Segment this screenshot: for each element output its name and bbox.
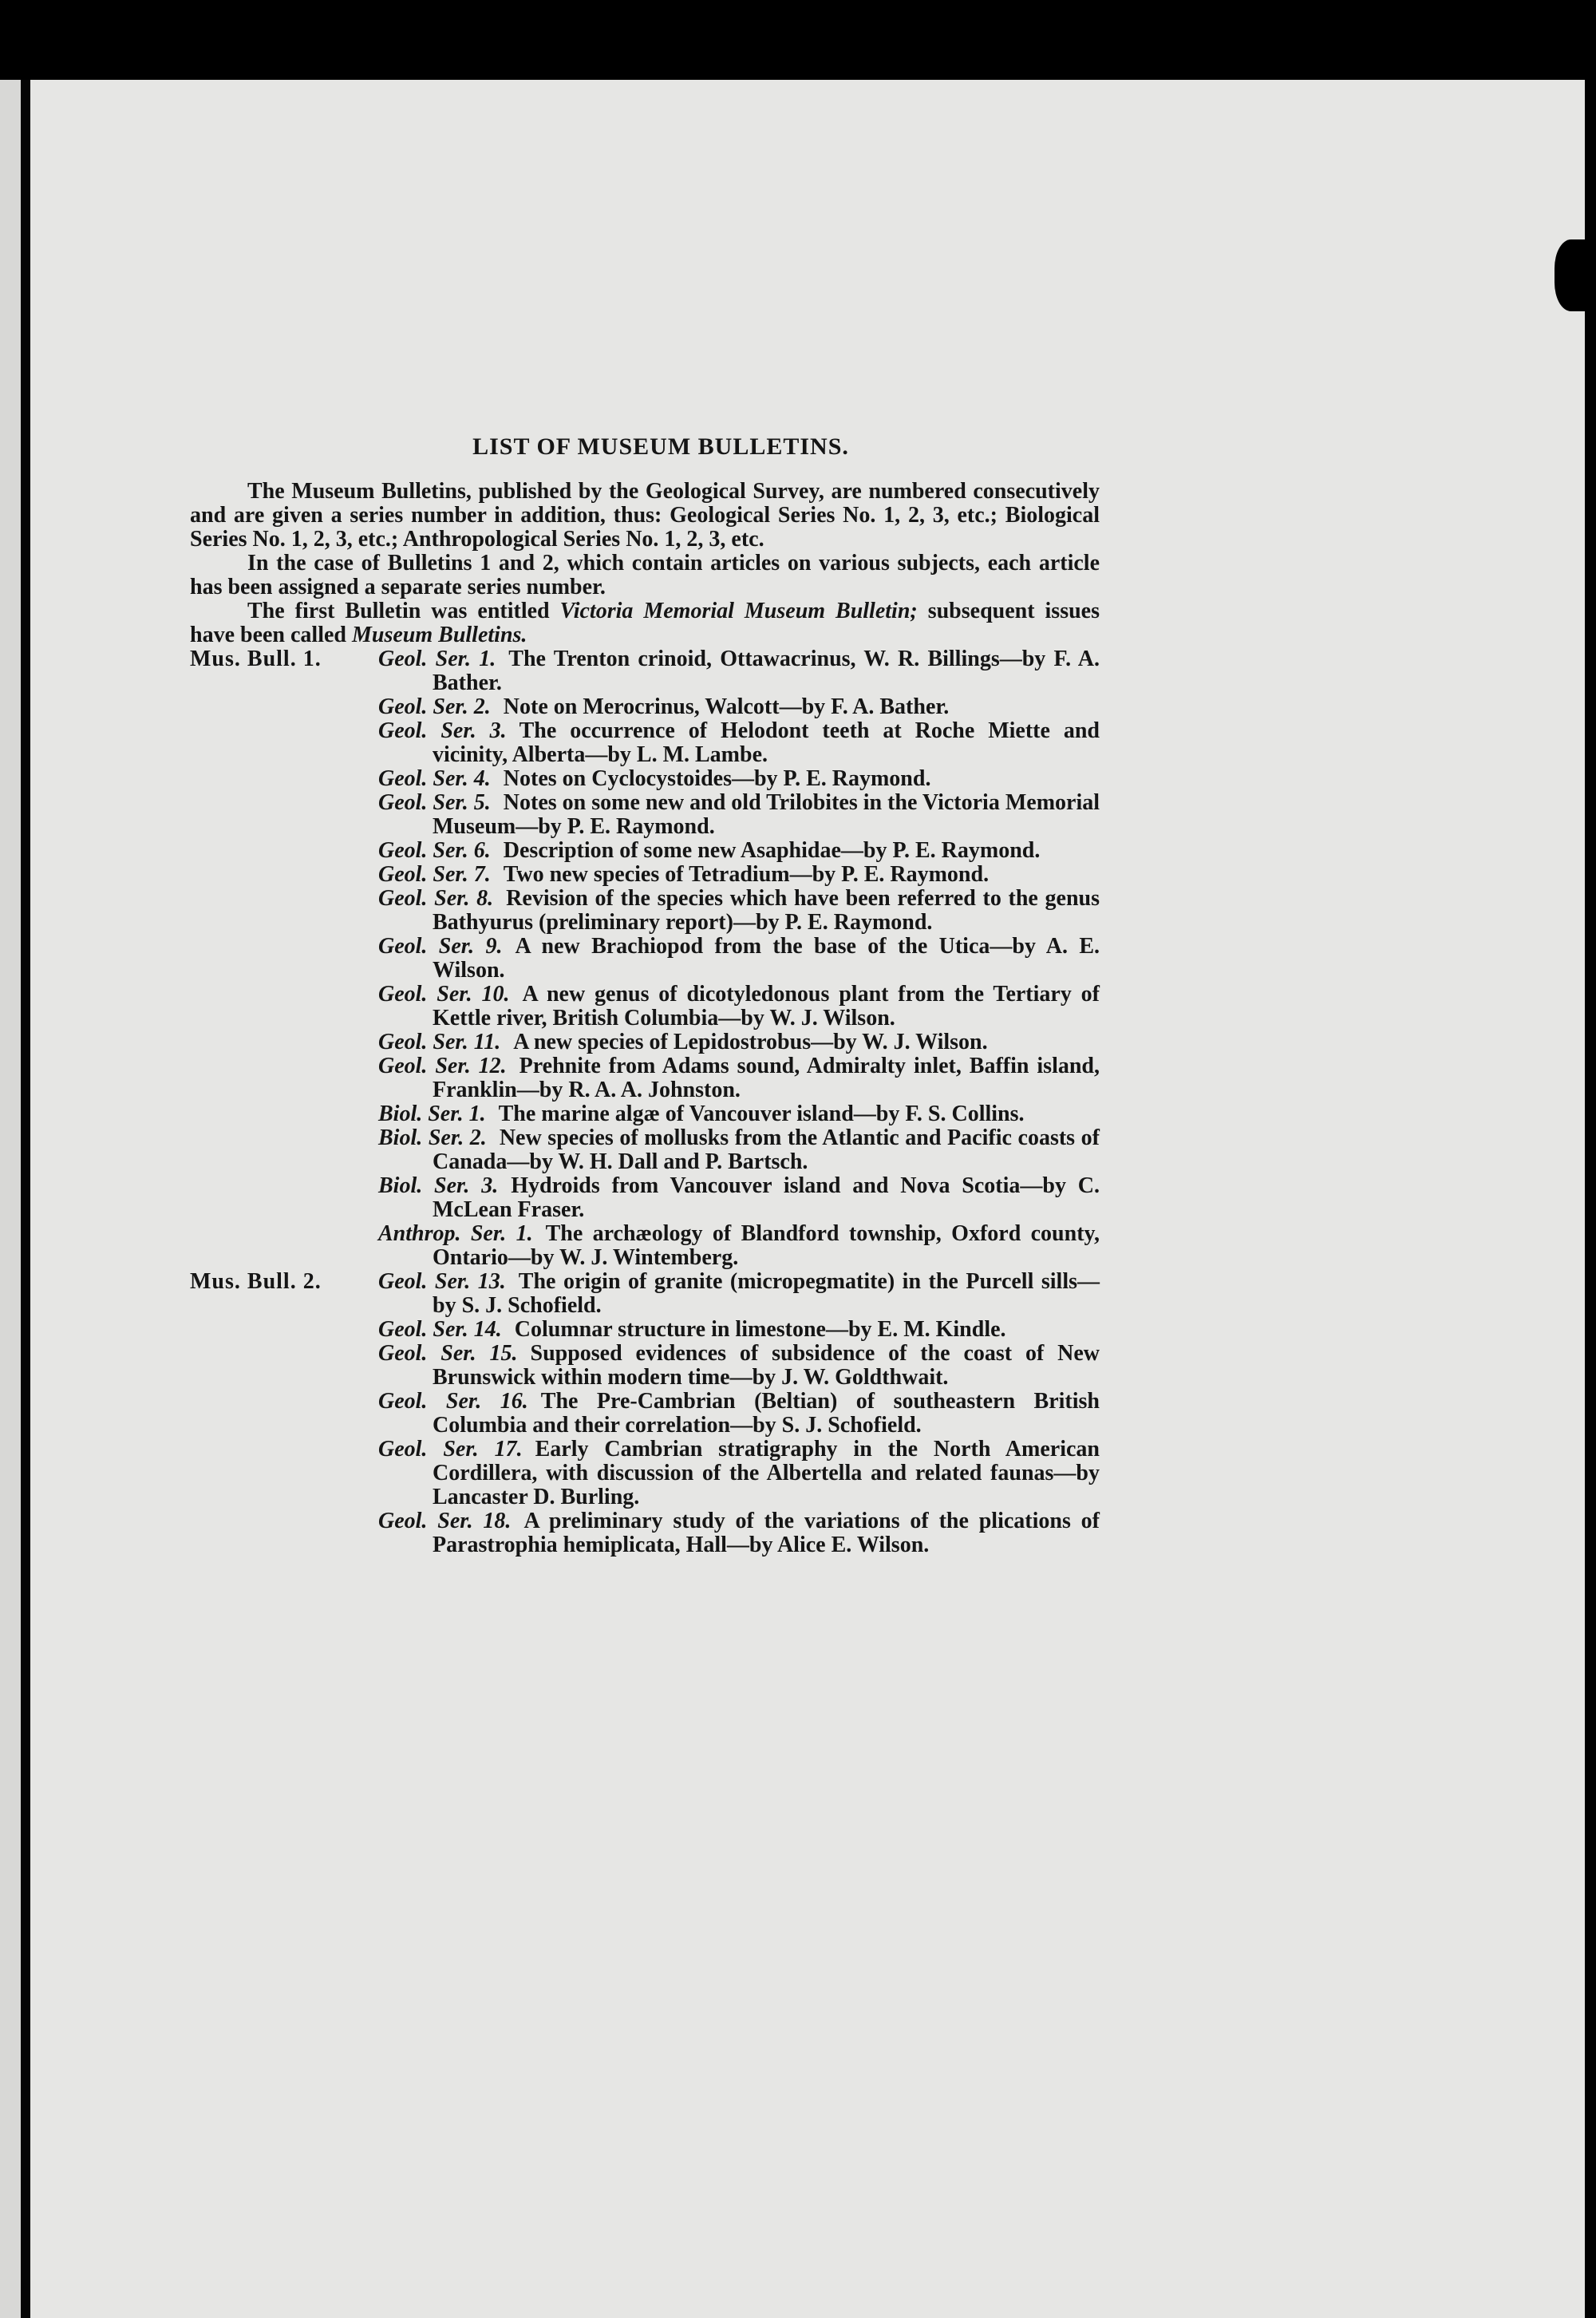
series-number: Geol. Ser. 12. bbox=[378, 1054, 507, 1078]
series-number: Geol. Ser. 17. bbox=[378, 1437, 523, 1462]
list-item bbox=[190, 863, 1100, 887]
series-number: Geol. Ser. 4. bbox=[378, 766, 491, 791]
series-number: Geol. Ser. 5. bbox=[378, 790, 491, 815]
series-number: Geol. Ser. 10. bbox=[378, 982, 510, 1007]
entry-text: The archæology of Blandford township, Oxford county, Ontario—by W. J. Wintemberg. bbox=[433, 1221, 1100, 1270]
entry-text: Early Cambrian stratigraphy in the North American Cordillera, with discussion of the Albertella and related faunas—by Lancaster D. Burling. bbox=[433, 1437, 1100, 1509]
entry-text: Notes on some new and old Trilobites in the Victoria Memorial Museum—by P. E. Raymond. bbox=[433, 790, 1100, 839]
entry-text: A preliminary study of the variations of the plications of Parastrophia hemiplicata, Hall—by Alice E. Wilson. bbox=[433, 1509, 1100, 1557]
entry-text: Description of some new Asaphidae—by P. E. Raymond. bbox=[503, 838, 1041, 863]
series-number: Geol. Ser. 18. bbox=[378, 1509, 512, 1533]
series-number: Geol. Ser. 1. bbox=[378, 647, 496, 671]
entry-body bbox=[378, 791, 1100, 839]
series-number: Geol. Ser. 3. bbox=[378, 718, 507, 743]
intro-paragraph-2: In the case of Bulletins 1 and 2, which contain articles on various subjects, each article has been assigned a separate series number. bbox=[190, 551, 1100, 599]
series-number: Geol. Ser. 6. bbox=[378, 838, 491, 863]
entry-text: Revision of the species which have been referred to the genus Bathyurus (preliminary report)—by P. E. Raymond. bbox=[433, 886, 1100, 935]
list-item bbox=[190, 887, 1100, 935]
entry-text: Hydroids from Vancouver island and Nova Scotia—by C. McLean Fraser. bbox=[433, 1173, 1100, 1222]
intro-3-text-a: The first Bulletin was entitled bbox=[247, 599, 560, 623]
adjacent-page-edge bbox=[0, 80, 21, 2318]
entry-text: New species of mollusks from the Atlantic and Pacific coasts of Canada—by W. H. Dall and P. Bartsch. bbox=[433, 1125, 1100, 1174]
series-number: Geol. Ser. 16. bbox=[378, 1389, 528, 1414]
entry-body bbox=[378, 1390, 1100, 1438]
intro-3-title-a: Victoria Memorial Museum Bulletin; bbox=[559, 599, 918, 623]
entry-body bbox=[378, 695, 1100, 719]
list-item bbox=[190, 1342, 1100, 1390]
entry-text: Two new species of Tetradium—by P. E. Raymond. bbox=[503, 862, 990, 887]
entry-body bbox=[378, 1054, 1100, 1102]
entry-body bbox=[378, 1102, 1100, 1126]
intro-paragraph-3 bbox=[190, 599, 1100, 647]
list-item bbox=[190, 1054, 1100, 1102]
series-number: Geol. Ser. 8. bbox=[378, 886, 494, 911]
series-number: Geol. Ser. 9. bbox=[378, 934, 503, 959]
entry-text: A new species of Lepidostrobus—by W. J. Wilson. bbox=[513, 1030, 988, 1054]
entry-text: The Trenton crinoid, Ottawacrinus, W. R. Billings—by F. A. Bather. bbox=[433, 647, 1100, 695]
series-number: Biol. Ser. 1. bbox=[378, 1102, 486, 1126]
entry-body bbox=[378, 887, 1100, 935]
entry-body bbox=[378, 1126, 1100, 1174]
intro-paragraph-1: The Museum Bulletins, published by the Geological Survey, are numbered consecutively and are given a series number in addition, thus: Geological Series No. 1, 2, 3, etc.; Biological Series No. 1, 2, 3, etc.; Anthropological Series No. 1, 2, 3, etc. bbox=[190, 479, 1100, 552]
series-number: Geol. Ser. 13. bbox=[378, 1269, 506, 1294]
entry-body bbox=[378, 767, 1100, 791]
bulletin-list bbox=[190, 647, 1100, 1557]
bulletin-number: Mus. Bull. 2. bbox=[190, 1269, 322, 1294]
page-title: LIST OF MUSEUM BULLETINS. bbox=[472, 433, 849, 460]
entry-body bbox=[378, 719, 1100, 767]
series-number: Biol. Ser. 2. bbox=[378, 1125, 487, 1150]
page-content bbox=[190, 435, 1100, 1557]
list-item bbox=[190, 1102, 1100, 1126]
list-item bbox=[190, 695, 1100, 719]
list-item bbox=[190, 839, 1100, 863]
entry-text: The Pre-Cambrian (Beltian) of southeastern British Columbia and their correlation—by S. J. Schofield. bbox=[433, 1389, 1100, 1438]
page-edge-notch bbox=[1555, 239, 1596, 311]
intro-3-text-b: subsequent issues have been called bbox=[190, 599, 1100, 647]
series-number: Geol. Ser. 14. bbox=[378, 1317, 502, 1342]
entry-body bbox=[378, 863, 1100, 887]
entry-body bbox=[378, 647, 1100, 695]
entry-body bbox=[378, 1030, 1100, 1054]
list-item bbox=[190, 1438, 1100, 1509]
entry-body bbox=[378, 1174, 1100, 1222]
list-item bbox=[190, 1222, 1100, 1270]
list-item bbox=[190, 1174, 1100, 1222]
entry-text: The occurrence of Helodont teeth at Roche Miette and vicinity, Alberta—by L. M. Lambe. bbox=[433, 718, 1100, 767]
list-item bbox=[190, 767, 1100, 791]
list-item bbox=[190, 791, 1100, 839]
page-gutter bbox=[21, 80, 30, 2318]
entry-body bbox=[378, 1318, 1100, 1342]
series-number: Geol. Ser. 11. bbox=[378, 1030, 501, 1054]
list-item bbox=[190, 1030, 1100, 1054]
list-item bbox=[190, 1318, 1100, 1342]
entry-text: Supposed evidences of subsidence of the coast of New Brunswick within modern time—by J. W. Goldthwait. bbox=[433, 1341, 1100, 1390]
intro-section bbox=[190, 480, 1100, 647]
entry-body bbox=[378, 1509, 1100, 1557]
intro-3-title-b: Museum Bulletins. bbox=[352, 623, 527, 647]
entry-text: Prehnite from Adams sound, Admiralty inlet, Baffin island, Franklin—by R. A. A. Johnston. bbox=[433, 1054, 1100, 1102]
list-item bbox=[190, 719, 1100, 767]
entry-body bbox=[378, 839, 1100, 863]
entry-text: The marine algæ of Vancouver island—by F. S. Collins. bbox=[498, 1102, 1025, 1126]
series-number: Geol. Ser. 7. bbox=[378, 862, 491, 887]
entry-text: The origin of granite (micropegmatite) in the Purcell sills—by S. J. Schofield. bbox=[433, 1269, 1100, 1318]
list-item bbox=[190, 935, 1100, 983]
entry-body bbox=[378, 1438, 1100, 1509]
entry-text: Note on Merocrinus, Walcott—by F. A. Bather. bbox=[503, 694, 950, 719]
entry-text: A new genus of dicotyledonous plant from the Tertiary of Kettle river, British Columbia—by W. J. Wilson. bbox=[433, 982, 1100, 1030]
entry-body bbox=[378, 1270, 1100, 1318]
series-number: Geol. Ser. 15. bbox=[378, 1341, 518, 1366]
entry-text: Notes on Cyclocystoides—by P. E. Raymond. bbox=[503, 766, 931, 791]
bulletin-number: Mus. Bull. 1. bbox=[190, 647, 322, 671]
entry-text: A new Brachiopod from the base of the Utica—by A. E. Wilson. bbox=[433, 934, 1100, 983]
list-item bbox=[190, 983, 1100, 1030]
list-item bbox=[190, 647, 1100, 695]
entry-body bbox=[378, 983, 1100, 1030]
entry-body bbox=[378, 1342, 1100, 1390]
series-number: Anthrop. Ser. 1. bbox=[378, 1221, 533, 1246]
series-number: Biol. Ser. 3. bbox=[378, 1173, 499, 1198]
list-item bbox=[190, 1270, 1100, 1318]
list-item bbox=[190, 1390, 1100, 1438]
list-item bbox=[190, 1126, 1100, 1174]
entry-body bbox=[378, 1222, 1100, 1270]
list-item bbox=[190, 1509, 1100, 1557]
series-number: Geol. Ser. 2. bbox=[378, 694, 491, 719]
entry-text: Columnar structure in limestone—by E. M. Kindle. bbox=[514, 1317, 1006, 1342]
entry-body bbox=[378, 935, 1100, 983]
